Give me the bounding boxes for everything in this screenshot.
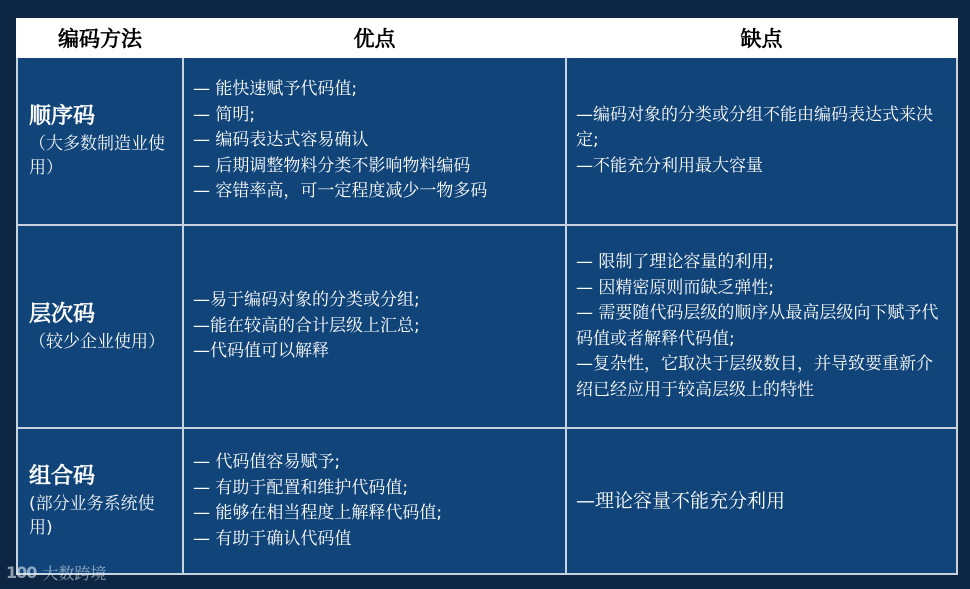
table-row-sequential — [17, 57, 957, 225]
pros-item: — 后期调整物料分类不影响物料编码 — [193, 155, 471, 176]
cons-cell — [566, 428, 957, 574]
table-header-row — [17, 19, 957, 57]
header-cons: 缺点 — [566, 19, 957, 57]
cons-item: — 限制了理论容量的利用; — [576, 252, 775, 272]
table-row-combined — [17, 428, 957, 574]
pros-item: —能在较高的合计层级上汇总; — [193, 315, 420, 336]
watermark-logo: 100 — [6, 562, 37, 582]
pros-item: —代码值可以解释 — [193, 341, 329, 362]
cons-item: —不能充分利用最大容量 — [576, 155, 763, 176]
pros-item: — 能够在相当程度上解释代码值; — [193, 503, 443, 523]
pros-item: — 有助于配置和维护代码值; — [193, 477, 409, 498]
method-note: （大多数制造业使用） — [29, 134, 165, 178]
pros-item: — 代码值容易赋予; — [193, 452, 341, 472]
cons-item: — 需要随代码层级的顺序从最高层级向下赋予代码值或者解释代码值; — [576, 303, 939, 349]
method-cell — [17, 225, 183, 428]
pros-item: — 容错率高，可一定程度减少一物多码 — [193, 181, 488, 202]
pros-item: —易于编码对象的分类或分组; — [193, 290, 420, 311]
pros-cell — [183, 428, 566, 574]
cons-item: — 因精密原则而缺乏弹性; — [576, 277, 775, 298]
pros-cell — [183, 57, 566, 225]
cons-cell — [566, 57, 957, 225]
method-note: (部分业务系统使用) — [29, 494, 155, 538]
method-note: （较少企业使用） — [29, 331, 165, 352]
watermark — [6, 558, 106, 586]
method-cell — [17, 428, 183, 574]
pros-item: — 编码表达式容易确认 — [193, 130, 369, 151]
method-cell — [17, 57, 183, 225]
cons-item: —编码对象的分类或分组不能由编码表达式来决定; — [576, 104, 933, 151]
cons-cell — [566, 225, 957, 428]
watermark-text: 大数跨境 — [42, 563, 107, 583]
header-method: 编码方法 — [17, 19, 183, 57]
method-name: 层次码 — [29, 300, 96, 327]
cons-item: —复杂性，它取决于层级数目，并导致要重新介绍已经应用于较高层级上的特性 — [576, 354, 933, 400]
pros-cell — [183, 225, 566, 428]
pros-item: — 简明; — [193, 104, 256, 125]
header-pros: 优点 — [183, 19, 566, 57]
coding-methods-table — [16, 18, 958, 575]
method-name: 顺序码 — [29, 103, 96, 129]
pros-item: — 有助于确认代码值 — [193, 528, 352, 549]
table-row-hierarchical — [17, 225, 957, 428]
pros-item: — 能快速赋予代码值; — [193, 79, 358, 100]
method-name: 组合码 — [29, 463, 96, 489]
cons-item: —理论容量不能充分利用 — [576, 490, 786, 512]
